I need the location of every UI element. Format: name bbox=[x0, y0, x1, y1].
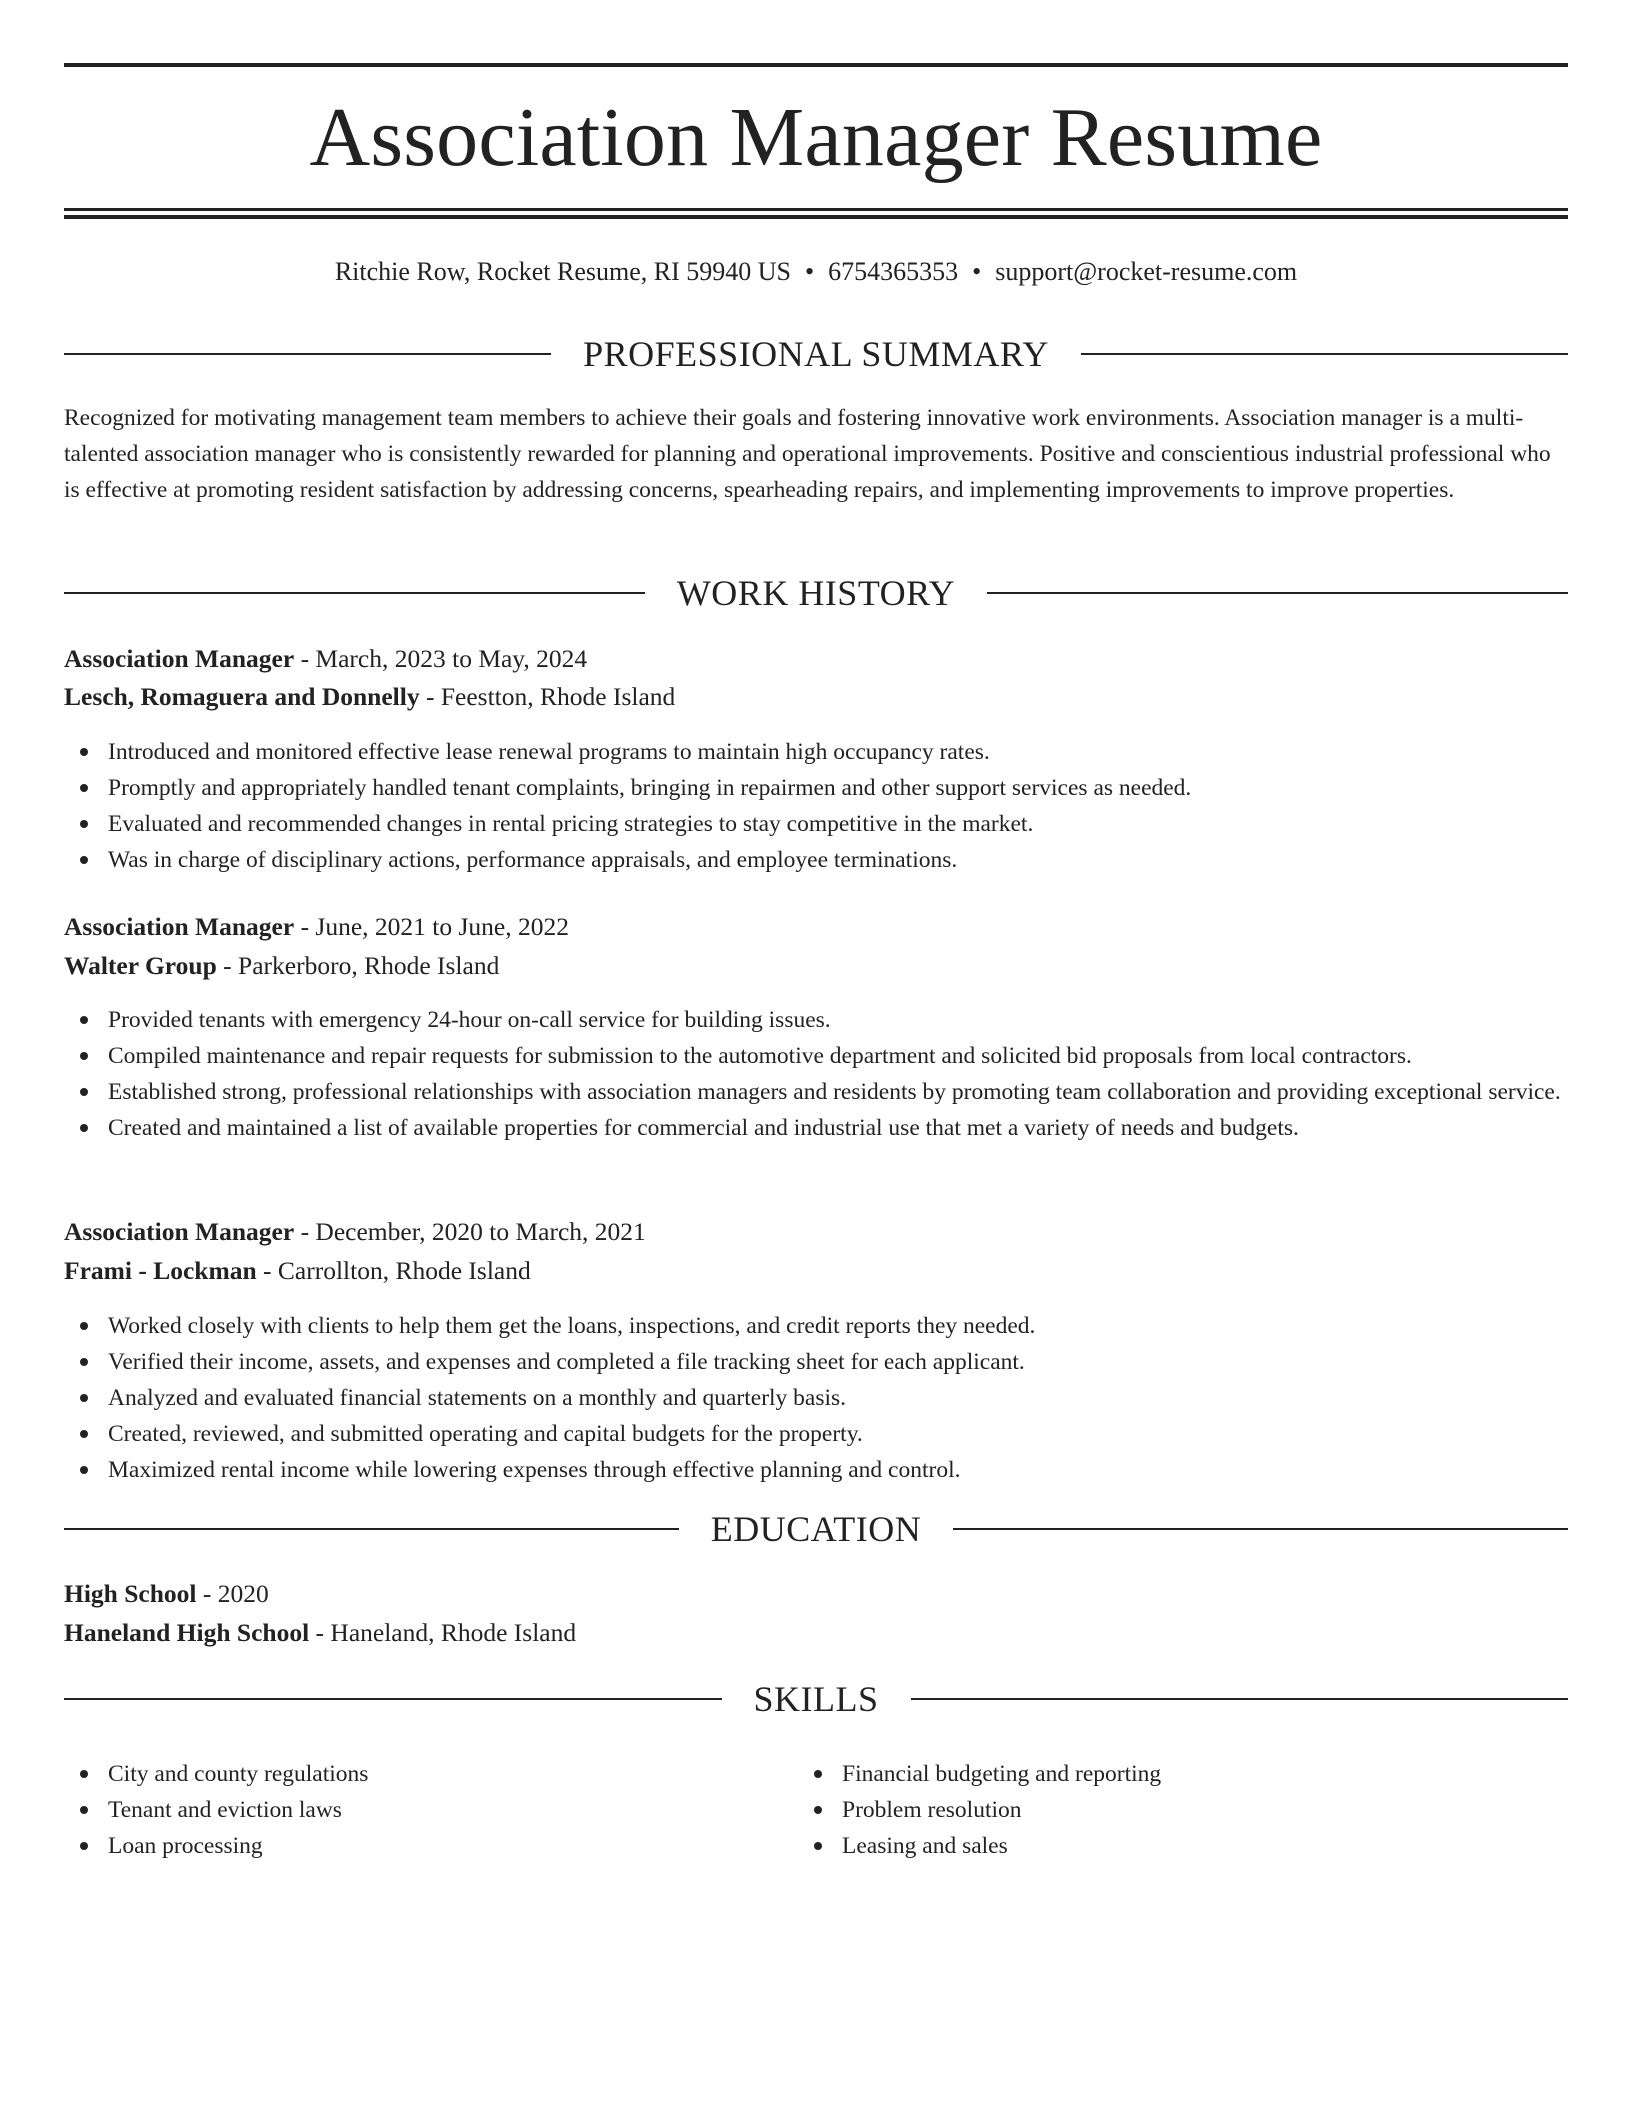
job-title: Association Manager bbox=[64, 1217, 295, 1246]
list-item: Worked closely with clients to help them get the loans, inspections, and credit reports they needed. bbox=[108, 1308, 1568, 1344]
divider-line bbox=[911, 1698, 1569, 1700]
skill-item: Problem resolution bbox=[842, 1792, 1532, 1828]
section-header-skills bbox=[64, 1674, 1568, 1724]
section-header-summary bbox=[64, 329, 1568, 379]
section-header-education bbox=[64, 1504, 1568, 1554]
skill-item: Financial budgeting and reporting bbox=[842, 1756, 1532, 1792]
job-title-line bbox=[64, 1213, 1568, 1251]
list-item: Verified their income, assets, and expenses and completed a file tracking sheet for each applicant. bbox=[108, 1344, 1568, 1380]
skill-item: Tenant and eviction laws bbox=[108, 1792, 798, 1828]
job-title-line bbox=[64, 908, 1568, 946]
skill-item: Leasing and sales bbox=[842, 1828, 1532, 1864]
job-location: - Parkerboro, Rhode Island bbox=[216, 951, 500, 980]
list-item: Was in charge of disciplinary actions, performance appraisals, and employee terminations. bbox=[108, 842, 1568, 878]
list-item: Established strong, professional relationships with association managers and residents by promoting team collaboration and providing exceptional service. bbox=[108, 1074, 1568, 1110]
contact-line bbox=[64, 252, 1568, 292]
job-dates: - December, 2020 to March, 2021 bbox=[294, 1217, 646, 1246]
list-item: Evaluated and recommended changes in rental pricing strategies to stay competitive in the market. bbox=[108, 806, 1568, 842]
job-bullets bbox=[64, 1308, 1568, 1488]
summary-paragraph: Recognized for motivating management team members to achieve their goals and fostering innovative work environments. Association manager is a multi-talented association manager who is consistently rewarded for planning and operational improvements. Positive and conscientious industrial professional who is effective at promoting resident satisfaction by addressing concerns, spearheading repairs, and implementing improvements to improve properties. bbox=[64, 405, 1551, 503]
education-school-line bbox=[64, 1614, 1568, 1652]
skills-list-right bbox=[798, 1756, 1532, 1864]
title-double-rule bbox=[64, 208, 1568, 219]
job-dates: - March, 2023 to May, 2024 bbox=[294, 644, 588, 673]
divider-line bbox=[953, 1528, 1568, 1530]
contact-phone: 6754365353 bbox=[828, 257, 959, 286]
education-year: - 2020 bbox=[196, 1579, 269, 1608]
job-company-line bbox=[64, 678, 1568, 716]
list-item: Maximized rental income while lowering expenses through effective planning and control. bbox=[108, 1452, 1568, 1488]
contact-address: Ritchie Row, Rocket Resume, RI 59940 US bbox=[334, 257, 792, 286]
job-title-line bbox=[64, 640, 1568, 678]
section-header-work bbox=[64, 568, 1568, 618]
job-title: Association Manager bbox=[64, 644, 295, 673]
divider-line bbox=[987, 592, 1568, 594]
section-title-education: EDUCATION bbox=[710, 1509, 922, 1549]
job-bullets bbox=[64, 734, 1568, 878]
section-title-skills: SKILLS bbox=[753, 1679, 879, 1719]
section-title-work: WORK HISTORY bbox=[676, 573, 956, 613]
skill-item: Loan processing bbox=[108, 1828, 798, 1864]
contact-separator: • bbox=[972, 257, 982, 286]
divider-line bbox=[1081, 353, 1568, 355]
job-bullets bbox=[64, 1002, 1568, 1146]
list-item: Promptly and appropriately handled tenant complaints, bringing in repairmen and other support services as needed. bbox=[108, 770, 1568, 806]
skill-item: City and county regulations bbox=[108, 1756, 798, 1792]
list-item: Provided tenants with emergency 24-hour on-call service for building issues. bbox=[108, 1002, 1568, 1038]
job-company: Walter Group bbox=[64, 951, 217, 980]
job-title: Association Manager bbox=[64, 912, 295, 941]
education-location: - Haneland, Rhode Island bbox=[309, 1618, 577, 1647]
resume-title: Association Manager Resume bbox=[309, 91, 1323, 184]
job-company: Frami - Lockman bbox=[64, 1256, 257, 1285]
top-rule bbox=[64, 63, 1568, 67]
education-degree: High School bbox=[64, 1579, 197, 1608]
list-item: Created and maintained a list of available properties for commercial and industrial use that met a variety of needs and budgets. bbox=[108, 1110, 1568, 1146]
divider-line bbox=[64, 1698, 722, 1700]
job-location: - Feestton, Rhode Island bbox=[419, 682, 676, 711]
job-company-line bbox=[64, 1252, 1568, 1290]
divider-line bbox=[64, 592, 645, 594]
section-title-summary: PROFESSIONAL SUMMARY bbox=[583, 334, 1049, 374]
list-item: Compiled maintenance and repair requests for submission to the automotive department and solicited bid proposals from local contractors. bbox=[108, 1038, 1568, 1074]
skills-list-left bbox=[64, 1756, 798, 1864]
job-location: - Carrollton, Rhode Island bbox=[256, 1256, 531, 1285]
education-degree-line bbox=[64, 1575, 1568, 1613]
list-item: Created, reviewed, and submitted operating and capital budgets for the property. bbox=[108, 1416, 1568, 1452]
job-dates: - June, 2021 to June, 2022 bbox=[294, 912, 569, 941]
education-school: Haneland High School bbox=[64, 1618, 310, 1647]
job-company-line bbox=[64, 947, 1568, 985]
contact-separator: • bbox=[805, 257, 815, 286]
divider-line bbox=[64, 1528, 679, 1530]
list-item: Analyzed and evaluated financial statements on a monthly and quarterly basis. bbox=[108, 1380, 1568, 1416]
divider-line bbox=[64, 353, 551, 355]
contact-email: support@rocket-resume.com bbox=[995, 257, 1298, 286]
job-company: Lesch, Romaguera and Donnelly bbox=[64, 682, 420, 711]
list-item: Introduced and monitored effective lease renewal programs to maintain high occupancy rates. bbox=[108, 734, 1568, 770]
